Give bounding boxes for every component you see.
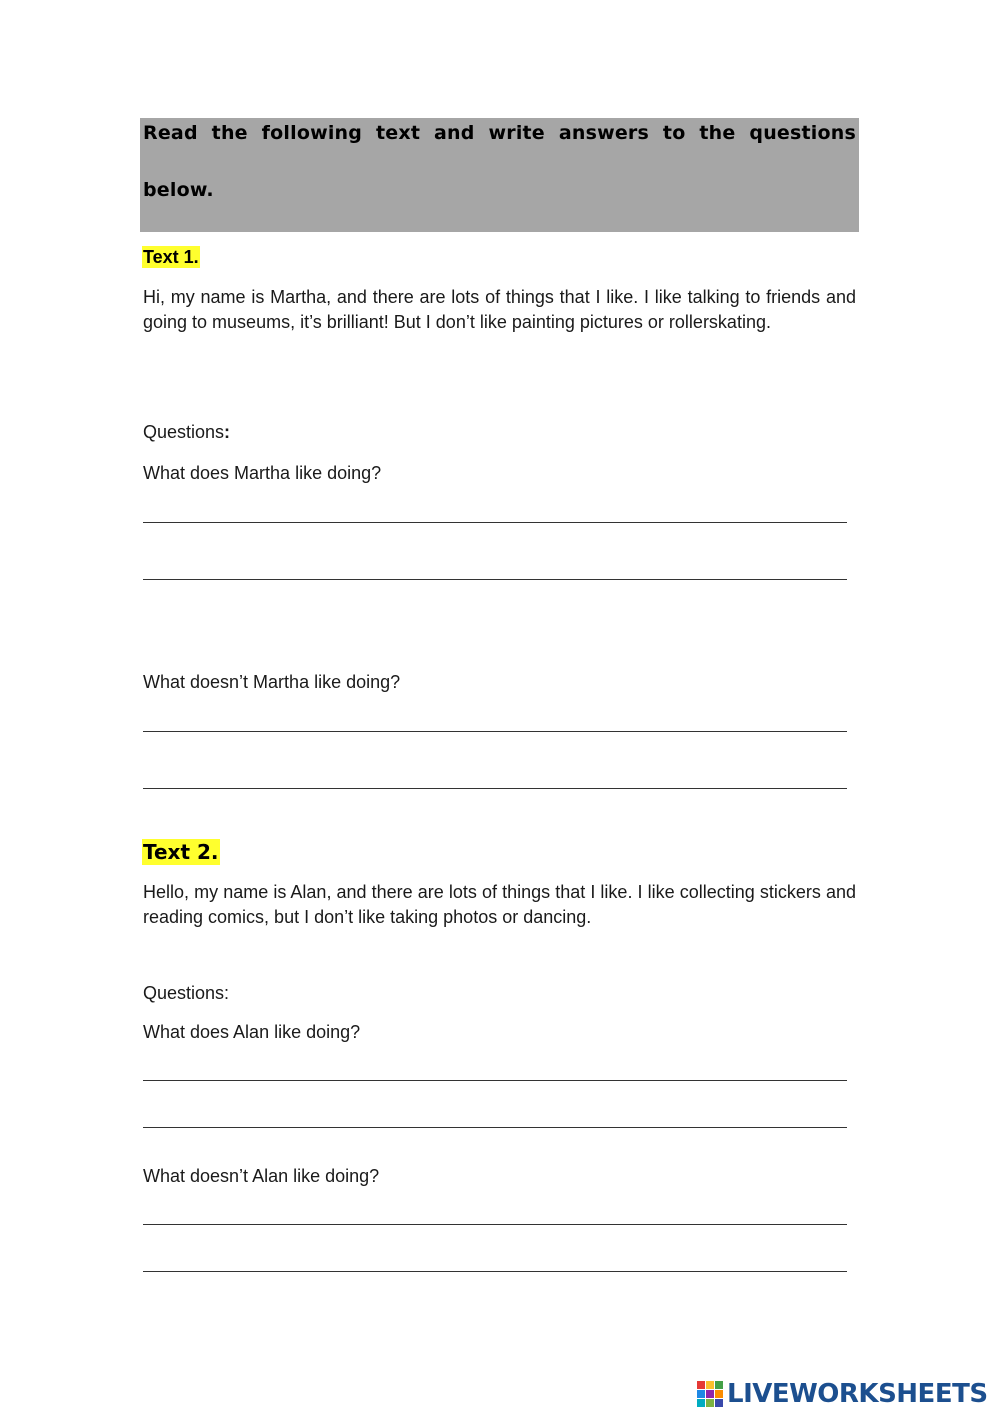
logo-square (697, 1381, 705, 1389)
text1-heading: Text 1. (143, 247, 199, 267)
answer-line[interactable] (143, 1080, 847, 1081)
text1-questions-colon: : (224, 422, 231, 442)
text2-question-1: What does Alan like doing? (143, 1022, 361, 1042)
answer-line[interactable] (143, 579, 847, 580)
text2-question-2: What doesn’t Alan like doing? (143, 1166, 380, 1186)
answer-line[interactable] (143, 1271, 847, 1272)
answer-line[interactable] (143, 522, 847, 523)
instructions-line-1: Read the following text and write answers to the questions (143, 122, 856, 144)
logo-square (697, 1390, 705, 1398)
answer-line[interactable] (143, 1224, 847, 1225)
logo-square (706, 1381, 714, 1389)
answer-line[interactable] (143, 731, 847, 732)
logo-square (706, 1390, 714, 1398)
text1-question-2: What doesn’t Martha like doing? (143, 672, 401, 692)
text1-paragraph: Hi, my name is Martha, and there are lots of things that I like. I like talking to friends and going to museums, it’s brilliant! But I don’t like painting pictures or rollerskating. (143, 287, 856, 332)
text1-question-1: What does Martha like doing? (143, 463, 382, 483)
logo-square (715, 1399, 723, 1407)
answer-line[interactable] (143, 1127, 847, 1128)
text2-heading: Text 2. (143, 840, 219, 864)
logo-square (715, 1381, 723, 1389)
instructions-line-2: below. (143, 179, 214, 201)
logo-square (697, 1399, 705, 1407)
text1-questions-word: Questions (143, 422, 225, 442)
logo-square (715, 1390, 723, 1398)
liveworksheets-logo (697, 1377, 988, 1411)
text2-paragraph: Hello, my name is Alan, and there are lots of things that I like. I like collecting stickers and reading comics, but I don’t like taking photos or dancing. (143, 882, 856, 927)
instructions-banner (140, 118, 859, 232)
text2-questions-label: Questions: (143, 983, 230, 1003)
liveworksheets-mark-icon (697, 1381, 723, 1407)
answer-line[interactable] (143, 788, 847, 789)
logo-square (706, 1399, 714, 1407)
logo-text: LIVEWORKSHEETS (727, 1379, 988, 1409)
text1-questions-label (143, 421, 230, 443)
